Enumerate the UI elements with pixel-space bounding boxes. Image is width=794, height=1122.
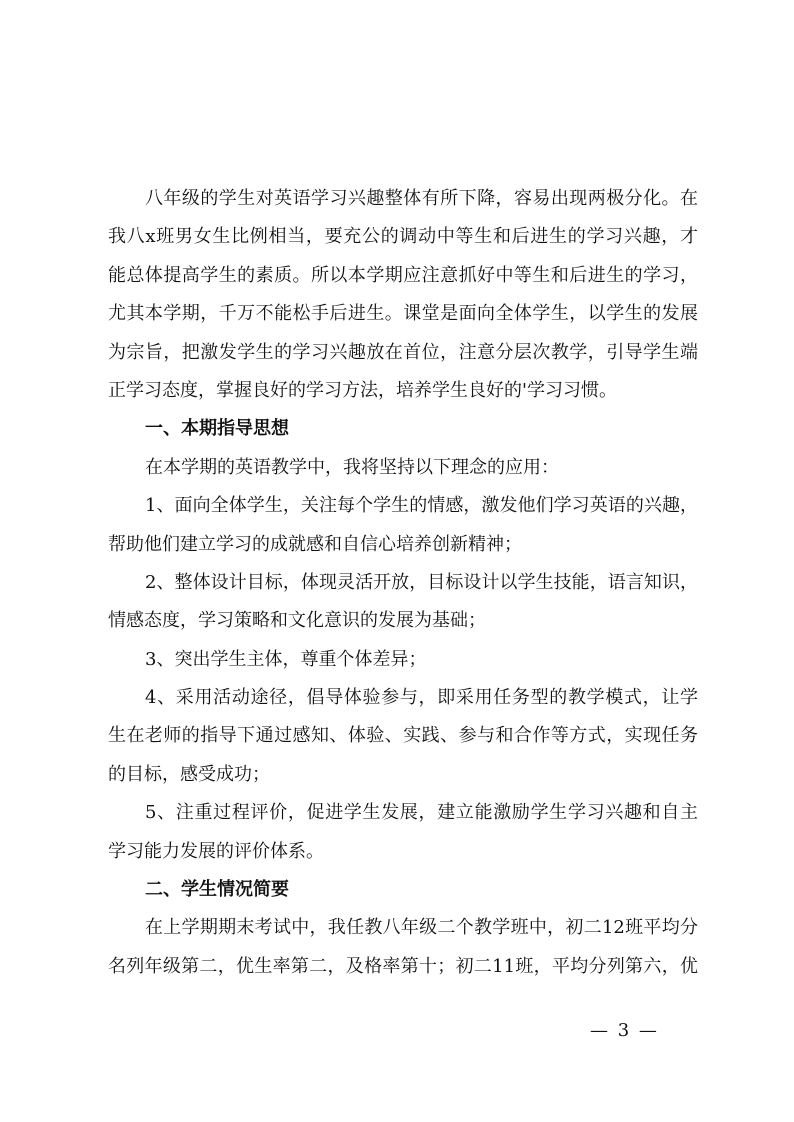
text-line: 我八x班男女生比例相当，要充公的调动中等生和后进生的学习兴趣，才 — [108, 226, 698, 248]
text-line: 名列年级第二，优生率第二，及格率第十；初二11班，平均分列第六，优 — [108, 955, 698, 977]
text-line: 在上学期期末考试中，我任教八年级二个教学班中，初二12班平均分 — [145, 917, 698, 939]
text-line: 正学习态度，掌握良好的学习方法，培养学生良好的'学习习惯。 — [108, 379, 617, 401]
page-number: — 3 — — [590, 1020, 659, 1041]
text-line: 4、采用活动途径，倡导体验参与，即采用任务型的教学模式，让学 — [145, 687, 698, 709]
student-situation-paragraph — [108, 909, 698, 986]
text-line: 在本学期的英语教学中，我将坚持以下理念的应用： — [145, 456, 559, 478]
text-line: 尤其本学期，千万不能松手后进生。课堂是面向全体学生，以学生的发展 — [108, 303, 698, 325]
section-heading-guiding-thought: 一、本期指导思想 — [145, 418, 289, 440]
text-line: 八年级的学生对英语学习兴趣整体有所下降，容易出现两极分化。在 — [145, 188, 698, 209]
list-item-4 — [108, 679, 698, 794]
list-item-5 — [108, 794, 698, 871]
text-line: 5、注重过程评价，促进学生发展，建立能激励学生学习兴趣和自主 — [145, 802, 698, 824]
list-item-3 — [108, 641, 698, 679]
list-item-1 — [108, 487, 698, 564]
text-line: 3、突出学生主体，尊重个体差异； — [145, 648, 427, 670]
section-heading-student-situation: 二、学生情况简要 — [145, 879, 289, 901]
document-body — [108, 180, 698, 986]
text-line: 能总体提高学生的素质。所以本学期应注意抓好中等生和后进生的学习， — [108, 264, 698, 286]
guiding-intro-paragraph — [108, 449, 698, 487]
text-line: 学习能力发展的评价体系。 — [108, 840, 324, 862]
intro-paragraph — [108, 180, 698, 410]
text-line: 为宗旨，把激发学生的学习兴趣放在首位，注意分层次教学，引导学生端 — [108, 341, 698, 363]
text-line: 的目标，感受成功； — [108, 763, 270, 785]
text-line: 生在老师的指导下通过感知、体验、实践、参与和合作等方式，实现任务 — [108, 725, 698, 747]
text-line: 1、面向全体学生，关注每个学生的情感，激发他们学习英语的兴趣， — [145, 495, 698, 517]
text-line: 情感态度，学习策略和文化意识的发展为基础； — [108, 610, 486, 632]
text-line: 帮助他们建立学习的成就感和自信心培养创新精神； — [108, 533, 522, 555]
text-line: 2、整体设计目标，体现灵活开放，目标设计以学生技能，语言知识， — [145, 571, 698, 593]
list-item-2 — [108, 564, 698, 641]
